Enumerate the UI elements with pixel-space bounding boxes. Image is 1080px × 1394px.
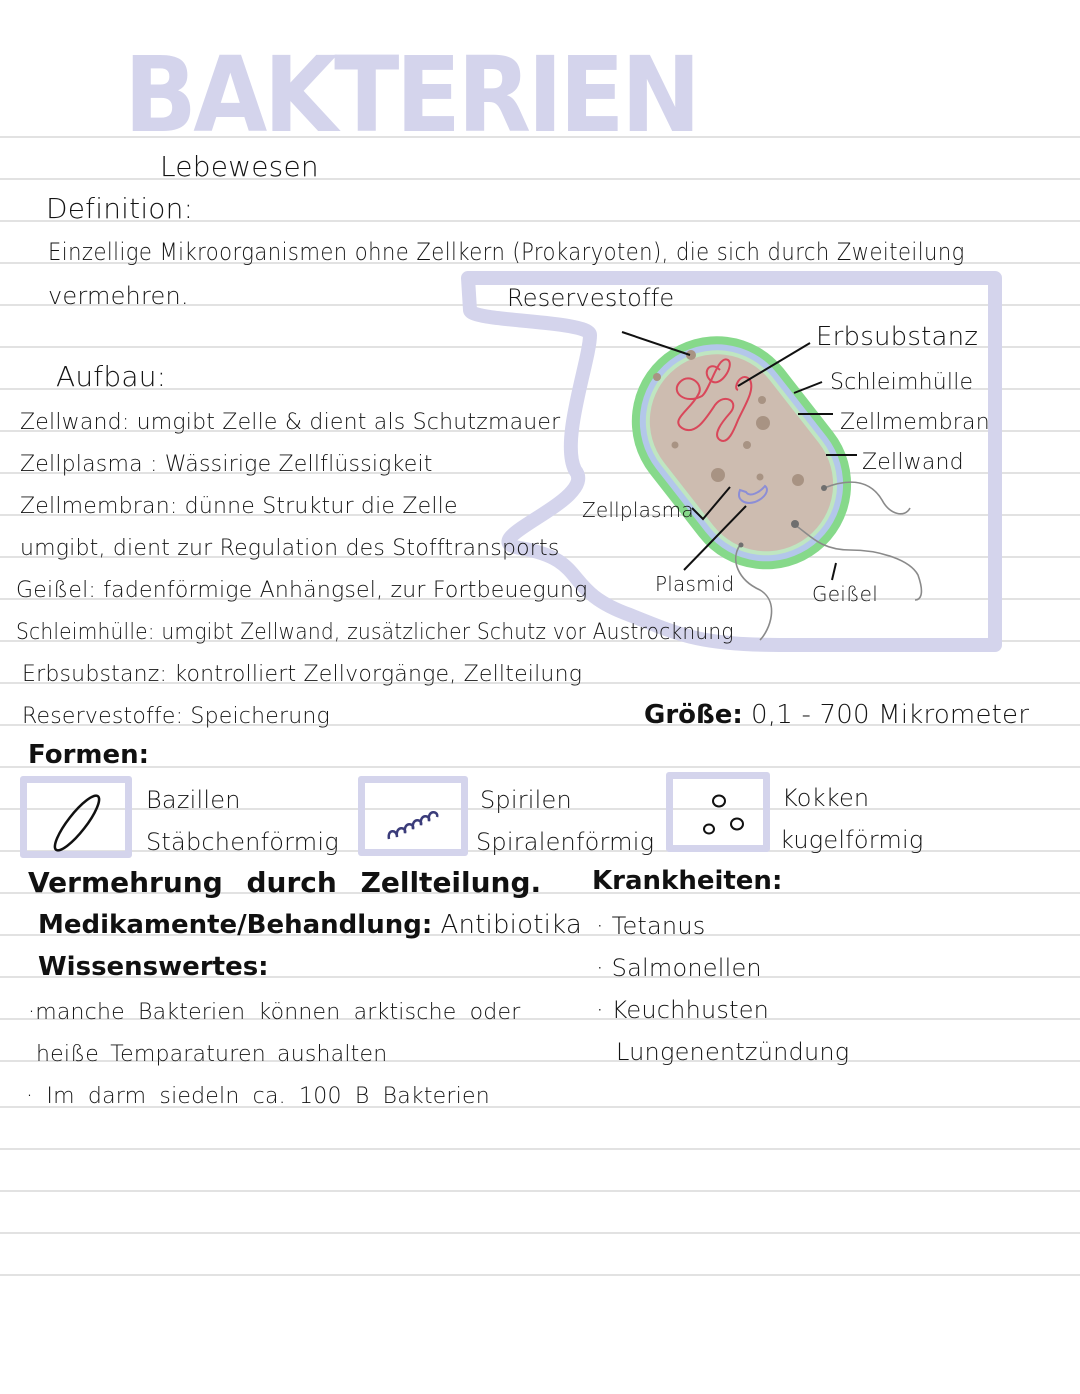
label-zellplasma: Zellplasma <box>582 498 694 522</box>
label-reservestoffe: Reservestoffe <box>507 284 675 312</box>
formen-heading: Formen: <box>28 740 150 770</box>
aufbau-line: Geißel: fadenförmige Anhängsel, zur Fortbeuegung <box>16 578 588 603</box>
spiral-icon <box>367 785 467 855</box>
groesse-label: Größe: <box>644 700 743 730</box>
medikamente-row <box>38 910 582 940</box>
shape-box-spirilen <box>358 776 468 856</box>
shape-box-kokken <box>666 772 770 852</box>
form-desc-bazillen: Stäbchenförmig <box>146 828 339 856</box>
aufbau-line: Zellwand: umgibt Zelle & dient als Schutzmauer <box>20 410 561 435</box>
groesse-row <box>644 700 1029 730</box>
groesse-value: 0,1 - 700 Mikrometer <box>751 700 1030 730</box>
form-desc-spirilen: Spiralenförmig <box>476 828 655 856</box>
medikamente-label: Medikamente/Behandlung: <box>38 910 433 940</box>
label-geissel: Geißel <box>812 582 878 606</box>
aufbau-line: Zellplasma : Wässirige Zellflüssigkeit <box>20 452 433 477</box>
rod-icon <box>29 785 129 855</box>
krankheit-item: · Salmonellen <box>596 954 762 982</box>
label-plasmid: Plasmid <box>655 572 735 596</box>
krankheit-item: · Keuchhusten <box>596 996 770 1024</box>
subtitle: Lebewesen <box>160 150 319 183</box>
label-zellwand: Zellwand <box>862 450 964 475</box>
vermehrung-text: Vermehrung durch Zellteilung. <box>28 866 542 899</box>
aufbau-line: Zellmembran: dünne Struktur die Zelle <box>20 494 458 519</box>
label-erbsubstanz: Erbsubstanz <box>816 322 979 352</box>
page-title: BAKTERIEN <box>124 34 698 156</box>
form-desc-kokken: kugelförmig <box>780 826 924 854</box>
form-name-kokken: Kokken <box>782 784 870 812</box>
wissenswertes-line: heiße Temparaturen aushalten <box>36 1042 388 1067</box>
definition-line-1: Einzellige Mikroorganismen ohne Zellkern (Prokaryoten), die sich durch Zweiteilung <box>48 238 965 266</box>
definition-heading: Definition: <box>46 192 194 225</box>
wissenswertes-line: · Im darm siedeln ca. 100 B Bakterien <box>26 1084 490 1109</box>
aufbau-heading: Aufbau: <box>56 360 167 393</box>
krankheit-item: · Tetanus <box>596 912 706 940</box>
form-name-bazillen: Bazillen <box>146 786 241 814</box>
wissenswertes-line: ·manche Bakterien können arktische oder <box>28 1000 521 1025</box>
sphere-icon <box>675 781 775 851</box>
krankheit-item: Lungenentzündung <box>616 1038 850 1066</box>
wissenswertes-heading: Wissenswertes: <box>38 952 269 982</box>
definition-line-2: vermehren. <box>48 282 189 310</box>
aufbau-line: Reservestoffe: Speicherung <box>22 704 330 729</box>
aufbau-line: Erbsubstanz: kontrolliert Zellvorgänge, Zellteilung <box>22 662 583 687</box>
form-name-spirilen: Spirilen <box>480 786 572 814</box>
label-zellmembran: Zellmembran <box>840 410 990 435</box>
krankheiten-heading: Krankheiten: <box>592 866 783 896</box>
label-schleimhuelle: Schleimhülle <box>830 370 974 395</box>
medikamente-value: Antibiotika <box>440 910 582 940</box>
aufbau-line: Schleimhülle: umgibt Zellwand, zusätzlicher Schutz vor Austrocknung <box>16 620 734 645</box>
shape-box-bazillen <box>20 776 132 858</box>
aufbau-line: umgibt, dient zur Regulation des Stofftransports <box>20 536 560 561</box>
